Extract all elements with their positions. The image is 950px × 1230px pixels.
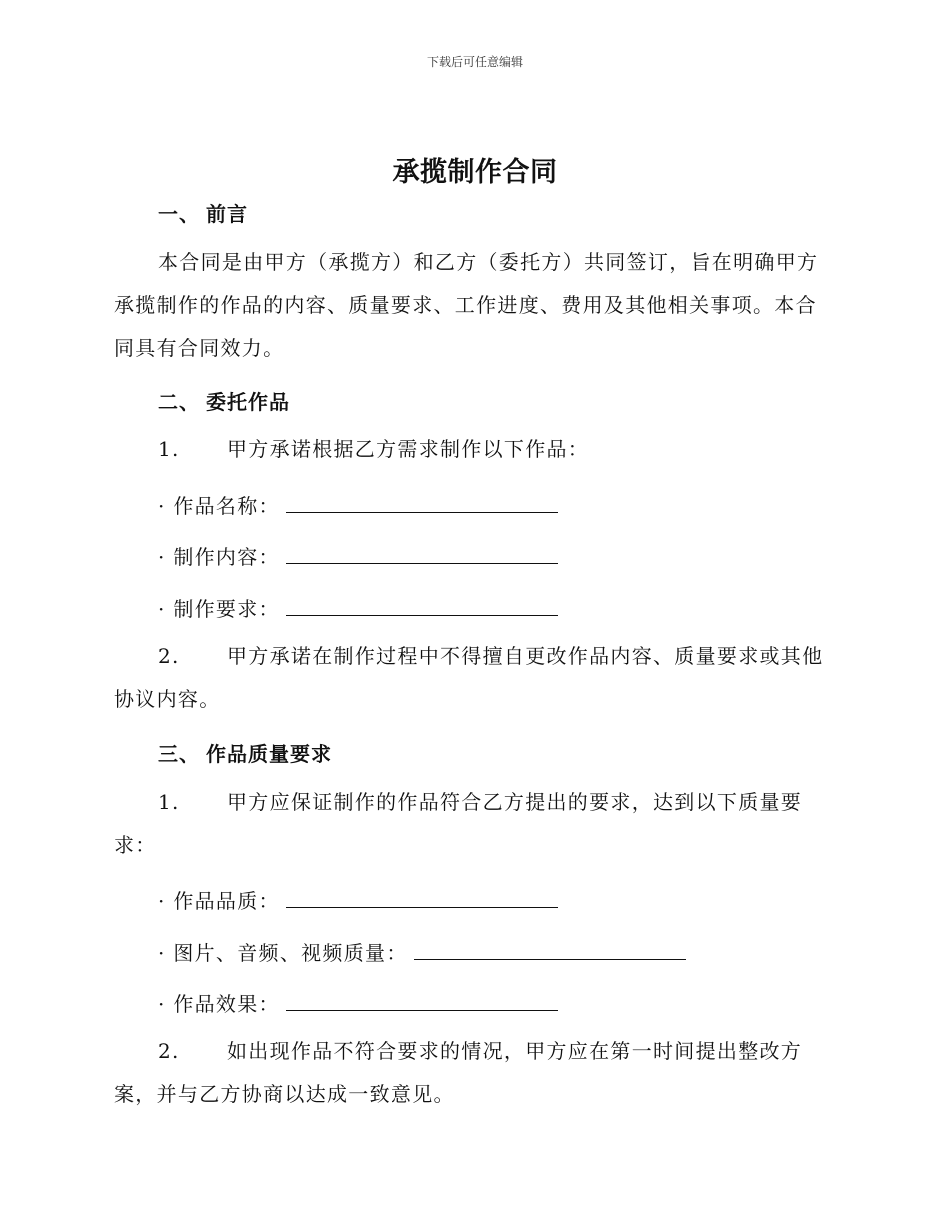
field-label: · 作品品质： <box>158 889 280 913</box>
blank-line <box>286 545 558 564</box>
section-number: 二、 <box>158 390 200 414</box>
blank-line <box>286 889 558 908</box>
clause-item <box>114 635 834 721</box>
section-number: 三、 <box>158 742 200 766</box>
clause-text: 甲方应保证制作的作品符合乙方提出的要求，达到以下质量要求： <box>114 790 803 857</box>
clause-number: 1. <box>158 437 180 461</box>
fill-in-field <box>158 937 686 966</box>
header-note: 下载后可任意编辑 <box>426 55 523 69</box>
section-heading-quality <box>158 738 332 767</box>
field-label: · 图片、音频、视频质量： <box>158 941 408 965</box>
fill-in-field <box>158 988 558 1017</box>
clause-item <box>114 1030 834 1116</box>
field-label: · 作品效果： <box>158 992 280 1016</box>
field-label: · 制作要求： <box>158 597 280 621</box>
clause-number: 2. <box>158 644 180 668</box>
clause-text: 如出现作品不符合要求的情况，甲方应在第一时间提出整改方案，并与乙方协商以达成一致意见。 <box>114 1039 803 1106</box>
section-title: 前言 <box>206 202 248 226</box>
clause-item <box>114 428 834 471</box>
fill-in-field <box>158 885 558 914</box>
section-heading-preface <box>158 198 248 227</box>
blank-line <box>414 941 686 960</box>
clause-number: 1. <box>158 790 180 814</box>
blank-line <box>286 494 558 513</box>
clause-item <box>114 781 834 867</box>
clause-number: 2. <box>158 1039 180 1063</box>
clause-text: 甲方承诺根据乙方需求制作以下作品： <box>227 437 590 461</box>
section-number: 一、 <box>158 202 200 226</box>
fill-in-field <box>158 541 558 570</box>
fill-in-field <box>158 490 558 519</box>
section-heading-commissioned-work <box>158 386 290 415</box>
document-title: 承揽制作合同 <box>392 157 558 188</box>
preface-paragraph: 本合同是由甲方（承揽方）和乙方（委托方）共同签订，旨在明确甲方承揽制作的作品的内容、质量要求、工作进度、费用及其他相关事项。本合同具有合同效力。 <box>114 250 819 360</box>
fill-in-field <box>158 593 558 622</box>
field-label: · 制作内容： <box>158 545 280 569</box>
field-label: · 作品名称： <box>158 494 280 518</box>
section-title: 作品质量要求 <box>206 742 332 766</box>
clause-text: 甲方承诺在制作过程中不得擅自更改作品内容、质量要求或其他协议内容。 <box>114 644 824 711</box>
section-title: 委托作品 <box>206 390 290 414</box>
blank-line <box>286 597 558 616</box>
blank-line <box>286 992 558 1011</box>
